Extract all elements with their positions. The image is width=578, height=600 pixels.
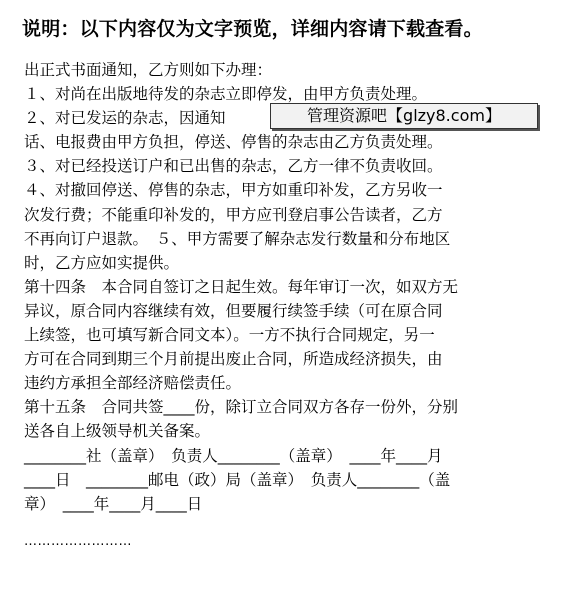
text-line: ４、对撤回停送、停售的杂志，甲方如重印补发，乙方另收一 [24,181,443,200]
text-line: 违约方承担全部经济赔偿责任。 [24,374,242,393]
text-line: 时，乙方应如实提供。 [24,253,180,272]
text-line: 不再向订户退款。 ５、甲方需要了解杂志发行数量和分布地区 [24,229,451,248]
text-line: 次发行费；不能重印补发的，甲方应刊登启事公告读者，乙方 [24,205,443,224]
text-line: 出正式书面通知，乙方则如下办理： [24,61,273,79]
text-line: 送各自上级领导机关备案。 [24,422,211,441]
truncation-dots: …………………… [24,534,132,549]
text-line: 上续签，也可填写新合同文本）。一方不执行合同规定，另一 [24,326,435,345]
watermark-banner: 管理资源吧【glzy8.com】 [270,103,538,129]
text-line: １、对尚在出版地待发的杂志立即停发，由甲方负责处理。 [24,85,428,104]
text-line: 第十四条 本合同自签订之日起生效。每年审订一次，如双方无 [24,277,459,296]
text-line: ____日 ________邮电（政）局（盖章） 负责人________（盖 [24,470,451,489]
text-line: ３、对已经投送订户和已出售的杂志，乙方一律不负责收回。 [24,157,443,176]
text-line: 话、电报费由甲方负担，停送、停售的杂志由乙方负责处理。 [24,133,443,152]
text-line: 方可在合同到期三个月前提出废止合同，所造成经济损失，由 [24,350,443,369]
text-line: 第十五条 合同共签____份，除订立合同双方各存一份外，分别 [24,398,459,417]
text-line: ________社（盖章） 负责人________（盖章） ____年____月 [24,446,443,465]
text-line: 异议，原合同内容继续有效，但要履行续签手续（可在原合同 [24,301,443,320]
text-line: 章） ____年____月____日 [24,494,203,513]
text-line: ２、对已发运的杂志，因通知 [24,109,226,128]
preview-notice: 说明：以下内容仅为文字预览，详细内容请下载查看。 [22,18,483,40]
